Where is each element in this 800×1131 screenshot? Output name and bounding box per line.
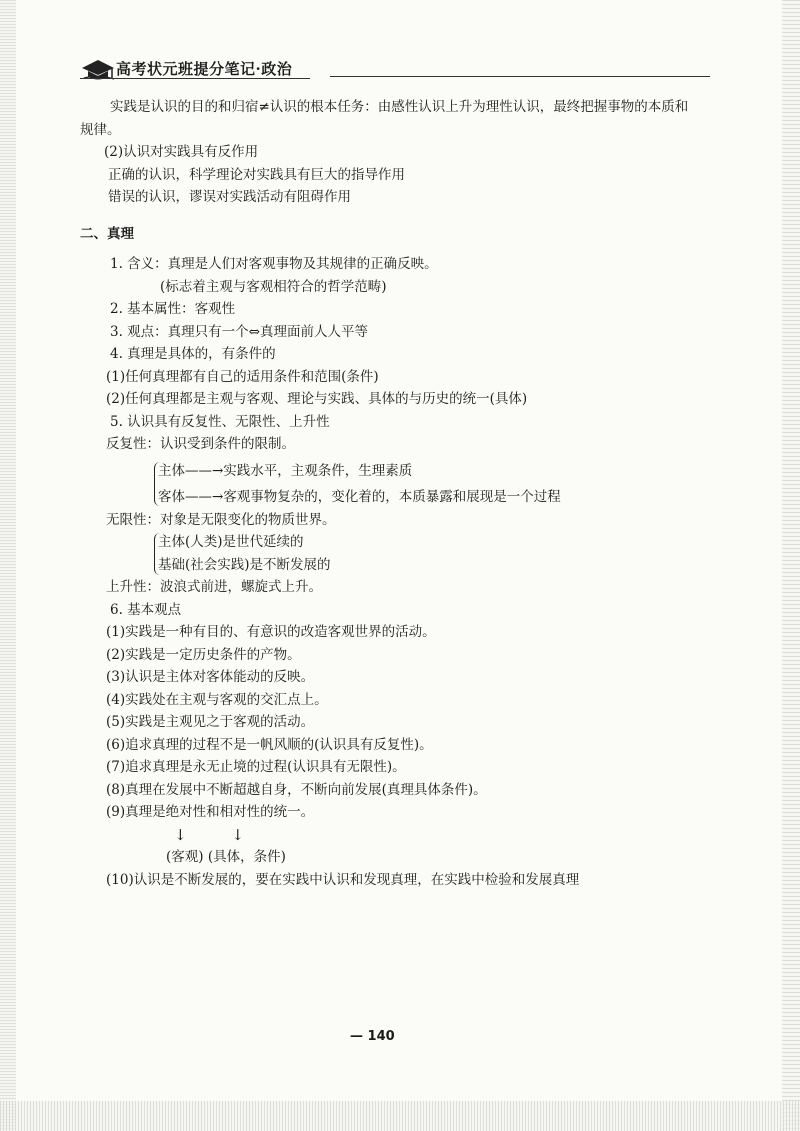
text-line: (1)任何真理都有自己的适用条件和范围(条件): [106, 368, 379, 385]
text-line: (5)实践是主观见之于客观的活动。: [106, 714, 315, 730]
text-line: (9)真理是绝对性和相对性的统一。: [106, 804, 315, 820]
text-line: 反复性：认识受到条件的限制。: [106, 436, 295, 452]
page-number: — 140: [350, 1029, 395, 1044]
text-line: (4)实践处在主观与客观的交汇点上。: [106, 691, 328, 708]
text-line: 3. 观点：真理只有一个⇔真理面前人人平等: [110, 323, 368, 340]
text-line: (3)认识是主体对客体能动的反映。: [106, 669, 315, 685]
text-line: (2)实践是一定历史条件的产物。: [106, 646, 301, 663]
scan-edge-right: [782, 0, 800, 1131]
text-line: 主体——→实践水平，主观条件，生理素质: [158, 462, 413, 479]
header-rule-left: [80, 78, 310, 79]
arrow-row: ↓ ↓: [174, 825, 264, 844]
text-line: 4. 真理是具体的，有条件的: [110, 346, 276, 362]
text-line: 实践是认识的目的和归宿≠认识的根本任务：由感性认识上升为理性认识，最终把握事物的本质和: [110, 99, 689, 115]
brace-group: [110, 531, 720, 576]
text-line: 无限性：对象是无限变化的物质世界。: [106, 511, 336, 528]
brace-group: [110, 460, 720, 509]
text-line: (2)认识对实践具有反作用: [104, 144, 259, 160]
document-body: [80, 96, 720, 891]
scan-edge-bottom: [0, 1101, 800, 1131]
text-line: 主体(人类)是世代延续的: [158, 534, 304, 550]
text-line: 1. 含义：真理是人们对客观事物及其规律的正确反映。: [110, 256, 438, 272]
text-line: (7)追求真理是永无止境的过程(认识具有无限性)。: [106, 759, 406, 775]
text-line: (8)真理在发展中不断超越自身，不断向前发展(真理具体条件)。: [106, 781, 487, 798]
text-line: 6. 基本观点: [110, 601, 182, 618]
text-line: (10)认识是不断发展的，要在实践中认识和发现真理，在实践中检验和发展真理: [106, 871, 580, 888]
text-line: (2)任何真理都是主观与客观、理论与实践、具体的与历史的统一(具体): [106, 391, 528, 407]
text-line: 基础(社会实践)是不断发展的: [158, 556, 331, 573]
page-header: [80, 54, 710, 84]
text-line: 规律。: [80, 121, 121, 138]
text-line: 正确的认识，科学理论对实践具有巨大的指导作用: [108, 166, 405, 183]
text-line: (标志着主观与客观相符合的哲学范畴): [160, 278, 387, 295]
text-line: 2. 基本属性：客观性: [110, 301, 236, 317]
header-rule: [330, 76, 710, 77]
text-line: 5. 认识具有反复性、无限性、上升性: [110, 413, 330, 430]
section-heading: 二、真理: [80, 225, 134, 242]
text-line: 上升性：波浪式前进，螺旋式上升。: [106, 579, 322, 595]
text-line: (客观) (具体，条件): [166, 849, 286, 865]
header-title: 高考状元班提分笔记·政治: [116, 60, 293, 78]
text-line: (6)追求真理的过程不是一帆风顺的(认识具有反复性)。: [106, 736, 433, 753]
scan-edge-left: [0, 0, 16, 1131]
text-line: 错误的认识，谬误对实践活动有阻碍作用: [108, 189, 351, 205]
text-line: (1)实践是一种有目的、有意识的改造客观世界的活动。: [106, 624, 436, 640]
text-line: 客体——→客观事物复杂的，变化着的，本质暴露和展现是一个过程: [158, 489, 561, 505]
